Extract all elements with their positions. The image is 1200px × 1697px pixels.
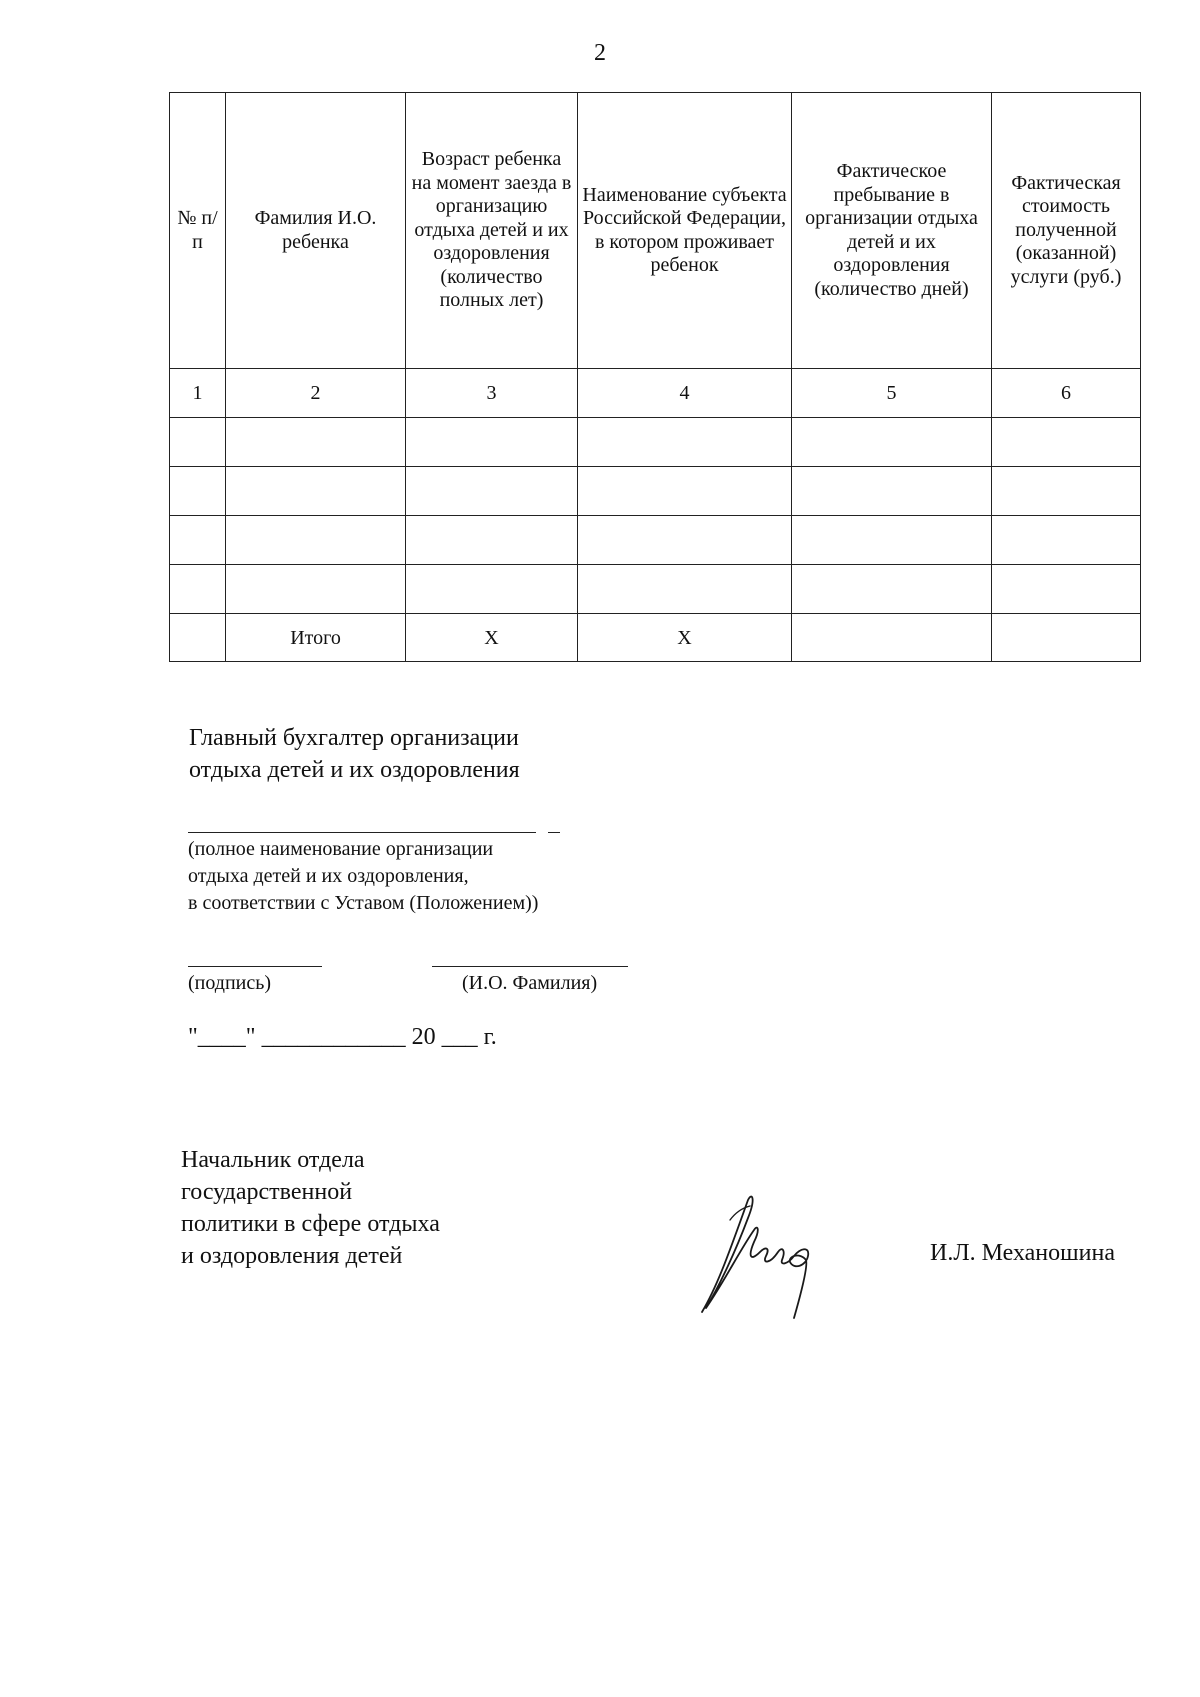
table-cell: [792, 418, 992, 467]
table-row: [170, 467, 1141, 516]
table-cell: [578, 467, 792, 516]
total-cell: Х: [406, 614, 578, 662]
table-cell: [792, 467, 992, 516]
table-cell: [170, 565, 226, 614]
organization-name-note: [188, 836, 538, 917]
signature-label: (подпись): [188, 972, 272, 994]
header-child-name: Фамилия И.О. ребенка: [226, 93, 406, 369]
chief-title: [181, 1144, 440, 1272]
name-line: [432, 966, 628, 967]
date-line: "____" ____________ 20 ___ г.: [188, 1024, 497, 1050]
total-cell: [170, 614, 226, 662]
header-days-stay: Фактическое пребывание в организации отдыха детей и их оздоровления (количество дней): [792, 93, 992, 369]
column-number: 2: [226, 369, 406, 418]
table-cell: [578, 418, 792, 467]
table-cell: [170, 516, 226, 565]
column-numbers-row: [170, 369, 1141, 418]
chief-title-line: и оздоровления детей: [181, 1243, 403, 1269]
chief-name: И.Л. Механошина: [930, 1240, 1115, 1266]
page-number: 2: [594, 40, 606, 66]
column-number: 3: [406, 369, 578, 418]
chief-title-line: государственной: [181, 1179, 353, 1205]
table-cell: [578, 516, 792, 565]
total-cell: [992, 614, 1141, 662]
table-cell: [406, 467, 578, 516]
table-cell: [792, 565, 992, 614]
note-line: отдыха детей и их оздоровления,: [188, 865, 469, 887]
table-cell: [992, 565, 1141, 614]
chief-title-line: политики в сфере отдыха: [181, 1211, 440, 1237]
table-cell: [992, 467, 1141, 516]
table-cell: [226, 516, 406, 565]
report-table: [169, 92, 1141, 662]
header-cost: Фактическая стоимость полученной (оказанной) услуги (руб.): [992, 93, 1141, 369]
accountant-title-line: Главный бухгалтер организации: [189, 725, 519, 751]
table-row: [170, 565, 1141, 614]
header-number: № п/п: [170, 93, 226, 369]
table-cell: [170, 467, 226, 516]
handwritten-signature: [690, 1190, 840, 1320]
note-line: (полное наименование организации: [188, 838, 494, 860]
table-cell: [226, 418, 406, 467]
table-cell: [170, 418, 226, 467]
total-label: Итого: [226, 614, 406, 662]
column-number: 6: [992, 369, 1141, 418]
chief-title-line: Начальник отдела: [181, 1147, 365, 1173]
table-cell: [792, 516, 992, 565]
total-cell: Х: [578, 614, 792, 662]
column-number: 1: [170, 369, 226, 418]
note-line: в соответствии с Уставом (Положением)): [188, 892, 539, 914]
accountant-title-line: отдыха детей и их оздоровления: [189, 757, 520, 783]
table-header-row: [170, 93, 1141, 369]
table-cell: [226, 565, 406, 614]
total-row: [170, 614, 1141, 662]
signature-line: [188, 966, 322, 967]
organization-name-line-end: [548, 832, 560, 833]
table-row: [170, 516, 1141, 565]
column-number: 4: [578, 369, 792, 418]
table-row: [170, 418, 1141, 467]
table-cell: [406, 565, 578, 614]
table-cell: [992, 418, 1141, 467]
table-cell: [226, 467, 406, 516]
table-cell: [406, 418, 578, 467]
table-cell: [406, 516, 578, 565]
column-number: 5: [792, 369, 992, 418]
total-cell: [792, 614, 992, 662]
header-region: Наименование субъекта Российской Федерации, в котором проживает ребенок: [578, 93, 792, 369]
table-cell: [992, 516, 1141, 565]
accountant-title: [189, 722, 520, 786]
organization-name-line: [188, 832, 536, 833]
header-child-age: Возраст ребенка на момент заезда в организацию отдыха детей и их оздоровления (количество полных лет): [406, 93, 578, 369]
name-label: (И.О. Фамилия): [462, 972, 598, 994]
table-cell: [578, 565, 792, 614]
